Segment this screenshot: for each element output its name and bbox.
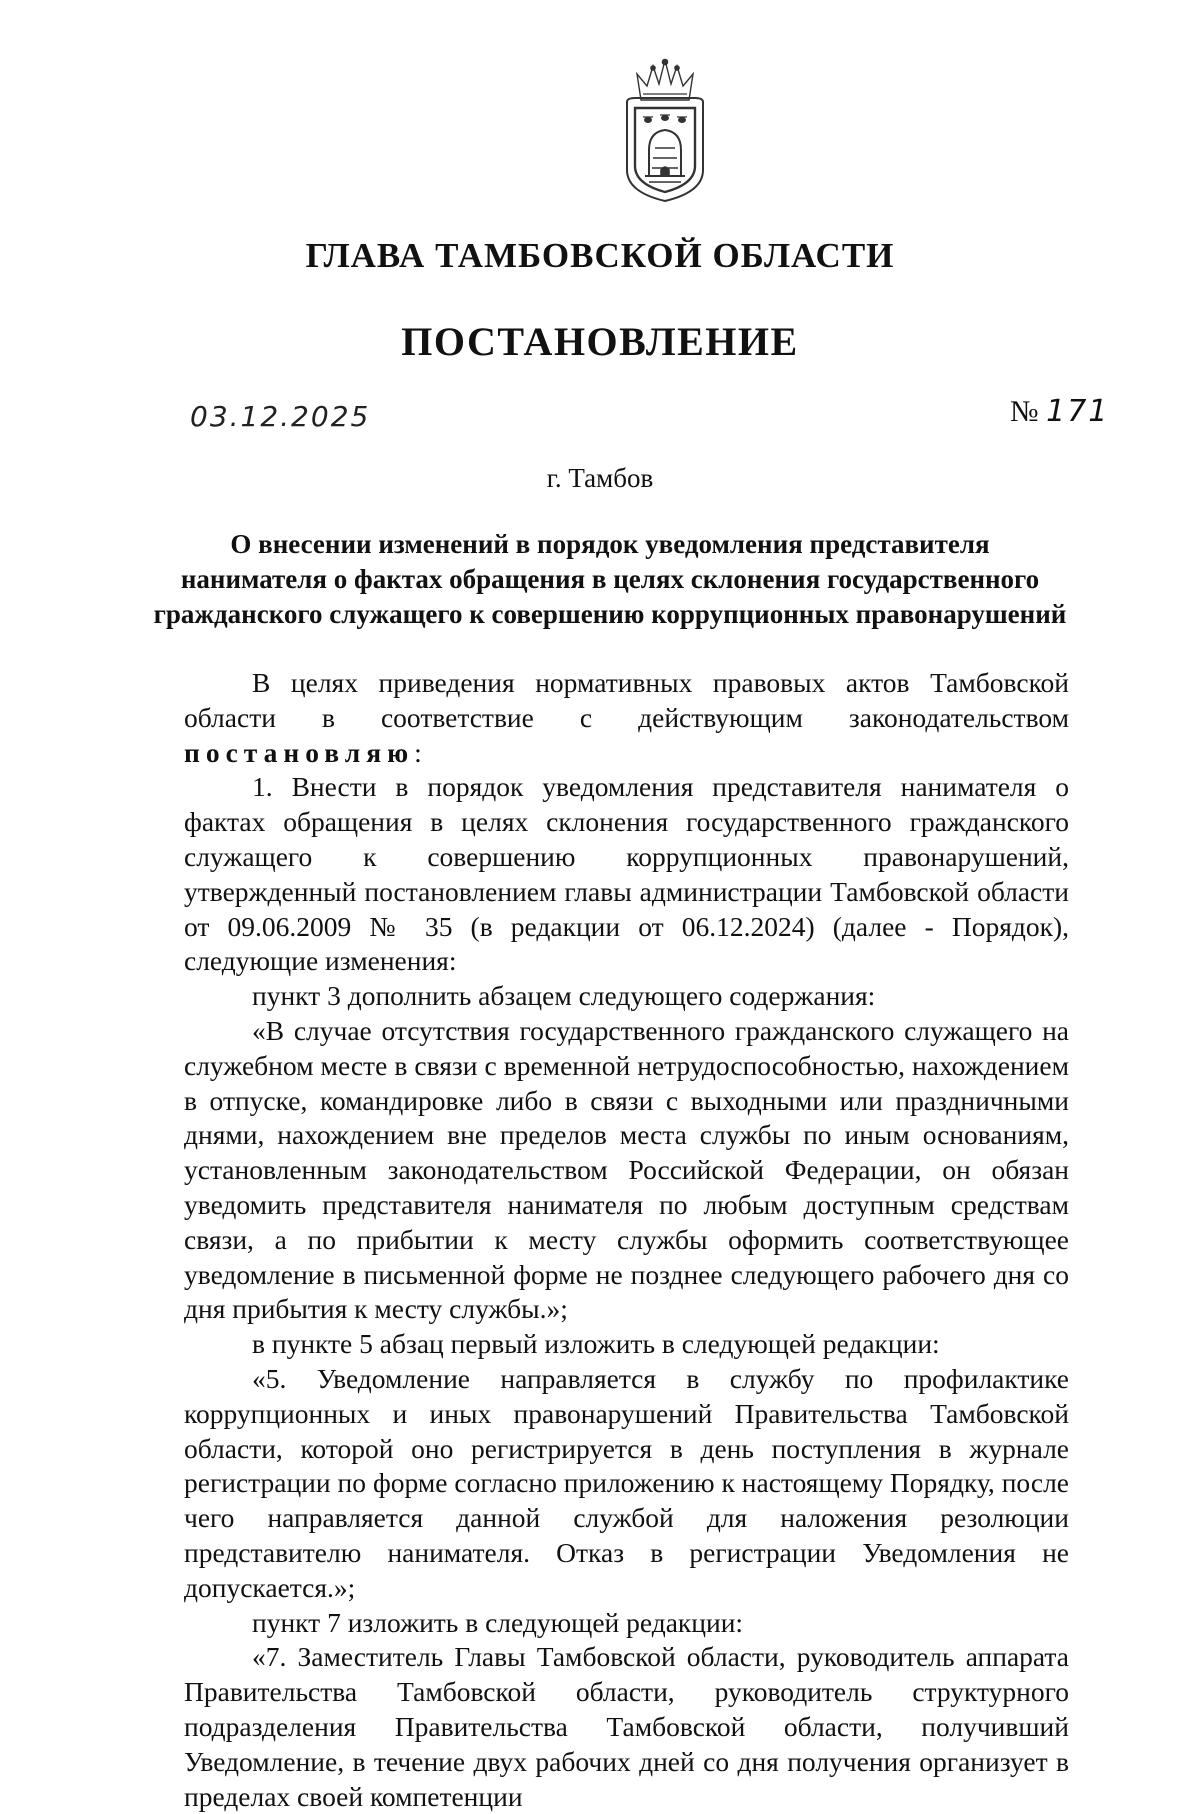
- preamble-paragraph: [184, 666, 1069, 770]
- body-paragraph: в пункте 5 абзац первый изложить в следующей редакции:: [252, 1328, 940, 1360]
- document-type-title: ПОСТАНОВЛЕНИЕ: [401, 319, 799, 364]
- number-label: №: [1010, 395, 1039, 428]
- document-date: 03.12.2025: [190, 400, 371, 433]
- body-paragraph: «5. Уведомление направляется в службу по профилактике коррупционных и иных правонарушений Правительства Тамбовской области, которой оно регистрируется в день поступления в журнале регистрации по форме согласно приложению к настоящему Порядку, после чего направляется данной службой для наложения резолюции представителю нанимателя. Отказ в регистрации Уведомления не допускается.»;: [184, 1362, 1069, 1603]
- body-paragraph: пункт 7 изложить в следующей редакции:: [252, 1606, 744, 1638]
- document-number: [1010, 394, 1109, 429]
- body-paragraph: «В случае отсутствия государственного гражданского служащего на служебном месте в связи с временной нетрудоспособностью, нахождением в отпуске, командировке либо в связи с выходными или праздничными днями, нахождением вне пределов места службы по иным основаниям, установленным законодательством Российской Федерации, он обязан уведомить представителя нанимателя по любым доступным средствам связи, а по прибытии к месту службы оформить соответствующее уведомление в письменной форме не позднее следующего рабочего дня со дня прибытия к месту службы.»;: [184, 1014, 1069, 1325]
- subject-line: нанимателя о фактах обращения в целях склонения государственного: [180, 564, 1040, 594]
- preamble-colon: :: [414, 736, 422, 768]
- number-value: 171: [1046, 394, 1110, 429]
- document-subject: [150, 527, 1070, 632]
- body-paragraph: 1. Внести в порядок уведомления представителя нанимателя о фактах обращения в целях склонения государственного гражданского служащего к совершению коррупционных правонарушений, утвержденный постановлением главы администрации Тамбовской области от 09.06.2009 № 35 (в редакции от 06.12.2024) (далее - Порядок), следующие изменения:: [184, 771, 1069, 977]
- subject-line: гражданского служащего к совершению коррупционных правонарушений: [153, 599, 1067, 629]
- preamble-text: В целях приведения нормативных правовых актов Тамбовской области в соответствие с действующим законодательством: [184, 667, 1069, 733]
- document-body: [184, 666, 1069, 1814]
- subject-line: О внесении изменений в порядок уведомления представителя: [230, 529, 990, 559]
- resolving-word: постановляю: [184, 736, 415, 768]
- body-paragraph: пункт 3 дополнить абзацем следующего содержания:: [252, 980, 876, 1012]
- city-of-issue: г. Тамбов: [546, 463, 654, 493]
- coat-of-arms-icon: [615, 58, 715, 203]
- issuing-authority: ГЛАВА ТАМБОВСКОЙ ОБЛАСТИ: [305, 236, 895, 275]
- body-paragraph: «7. Заместитель Главы Тамбовской области, руководитель аппарата Правительства Тамбовской области, руководитель структурного подразделения Правительства Тамбовской области, получивший Уведомление, в течение двух рабочих дней со дня получения организует в пределах своей компетенции: [184, 1641, 1069, 1812]
